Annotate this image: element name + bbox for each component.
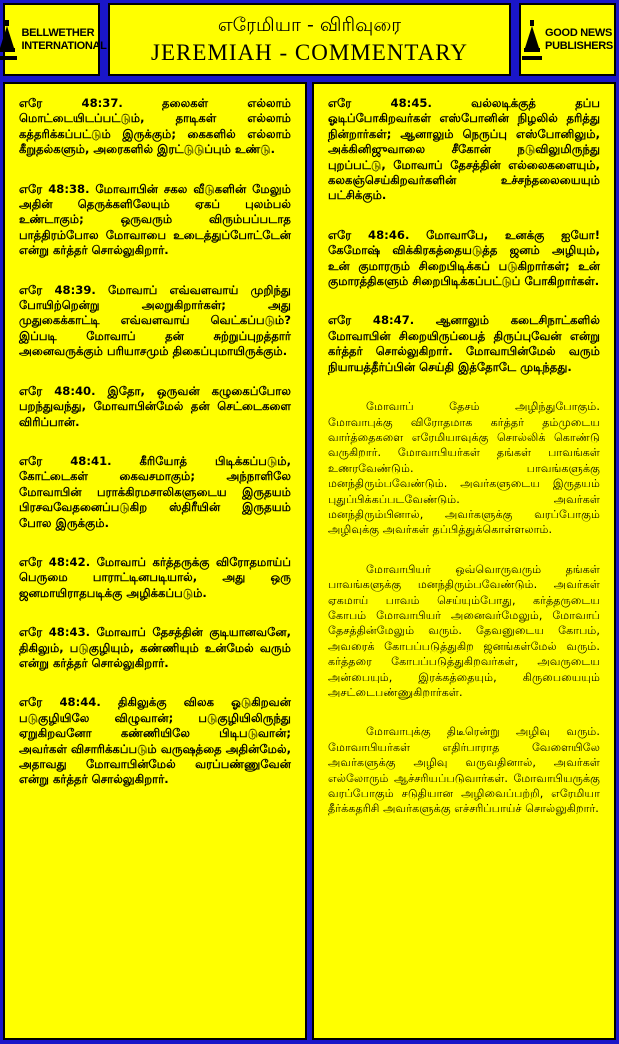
title-box	[108, 3, 511, 76]
header	[3, 3, 616, 76]
verse-48-45: எரே 48:45. வல்லடிக்குத் தப்ப ஓடிப்போகிறவர்கள் எஸ்போனின் நிழலில் தரித்து நின்றார்கள்; ஆனாலும் நெருப்பு எஸ்போனிலும், அக்கினிஜுவாலை சீகோன் நடுவிலுமிருந்து புறப்பட்டு, மோவாப் தேசத்தின் எல்லைகளையும், கலகஞ்செய்கிறவர்களின் உச்சந்தலையையும் பட்சிக்கும்.	[328, 96, 600, 203]
bell-tower-icon	[0, 18, 18, 62]
commentary-paragraph: மோவாபியர் ஒவ்வொருவரும் தங்கள் பாவங்களுக்கு மனந்திரும்பவேண்டும். அவர்கள் ஏகமாய் பாவம் செய்யும்போது, கர்த்தருடைய கோபம் மோவாபியர் அனைவர்மேலும், மோவாப் தேசத்தின்மேலும் வரும். தேவனுடைய கோபம், அவரைக் கோபப்படுத்துகிற ஜனங்கள்மேல் வரும். கர்த்தரை கோபப்படுத்துகிறவர்கள், அவருடைய அன்பையும், இரக்கத்தையும், கிருபையையும் அசட்டைபண்ணுகிறார்கள்.	[328, 562, 600, 699]
verse-48-41: எரே 48:41. கீரியோத் பிடிக்கப்படும், கோட்டைகள் கைவசமாகும்; அந்நாளிலே மோவாபின் பராக்கிரமசாலிகளுடைய இருதயம் பிரசவவேதனைப்படுகிற ஸ்திரீயின் இருதயம் போல இருக்கும்.	[19, 453, 291, 530]
verse-48-44: எரே 48:44. திகிலுக்கு விலக ஓடுகிறவன் படுகுழியிலே விழுவான்; படுகுழியிலிருந்து ஏறுகிறவனோ கண்ணியிலே பிடிபடுவான்; அவர்கள் விசாரிக்கப்படும் வருஷத்தை அதின்மேல், அதாவது மோவாபின்மேல் வரப்பண்ணுவேன் என்று கர்த்தர் சொல்லுகிறார்.	[19, 695, 291, 787]
verse-48-40: எரே 48:40. இதோ, ஒருவன் கழுகைப்போல பறந்துவந்து, மோவாபின்மேல் தன் செட்டைகளை விரிப்பான்.	[19, 383, 291, 429]
bellwether-logo	[3, 3, 107, 76]
logo-line1: BELLWETHER	[21, 26, 95, 39]
good-news-logo	[519, 3, 616, 76]
verse-48-37: எரே 48:37. தலைகள் எல்லாம் மொட்டையிடப்பட்டும், தாடிகள் எல்லாம் கத்தரிக்கப்பட்டும் இருக்கும்; கைகளில் எல்லாம் கீறுதல்களும், அரைகளில் இரட்டுடுப்பும் உண்டு.	[19, 96, 291, 157]
title-english: JEREMIAH - COMMENTARY	[151, 39, 468, 65]
bell-tower-icon	[522, 18, 542, 62]
commentary-paragraph: மோவாபுக்கு திடீரென்று அழிவு வரும். மோவாபியர்கள் எதிர்பாராத வேளையிலே அவர்களுக்கு அழிவு வருவதினால், அவர்கள் எல்லோரும் ஆச்சரியப்படுவார்கள். மோவாபியருக்கு வரப்போகும் சடுதியான அழிவைப்பற்றி, எரேமியா தீர்க்கதரிசி அவர்களுக்கு எச்சரிப்பாய்ச் சொல்லுகிறார்.	[328, 725, 600, 816]
logo-line2: INTERNATIONAL	[21, 39, 107, 52]
verse-48-42: எரே 48:42. மோவாப் கர்த்தருக்கு விரோதமாய்ப் பெருமை பாராட்டினபடியால், அது ஒரு ஜனமாயிராதபடிக்கு அழிக்கப்படும்.	[19, 554, 291, 600]
verse-48-46: எரே 48:46. மோவாபே, உனக்கு ஐயோ! கேமோஷ் விக்கிரகத்தையடுத்த ஜனம் அழியும், உன் குமாரரும் சிறைபிடிக்கப் படுகிறார்கள்; உன் குமாரத்திகளும் சிறைபிடிக்கப்பட்டுப் போகிறார்கள்.	[328, 227, 600, 289]
right-column	[312, 82, 616, 1040]
commentary-paragraph: மோவாப் தேசம் அழிந்துபோகும். மோவாபுக்கு விரோதமாக கர்த்தர் தம்முடைய வார்த்தைகளை எரேமியாவுக்கு சொல்லிக் கொண்டு வருகிறார். மோவாபியர்கள் தங்கள் பாவங்கள் உணரவேண்டும். பாவங்களுக்கு மனந்திரும்பவேண்டும். அவர்களுடைய இருதயம் புதுப்பிக்கப்படவேண்டும். அவர்கள் மனந்திரும்பினால், அவர்களுக்கு வரப்போகும் அழிவுக்கு அவர்கள் தப்பித்துக்கொள்ளலாம்.	[328, 400, 600, 537]
verse-48-47: எரே 48:47. ஆனாலும் கடைசிநாட்களில் மோவாபின் சிறையிருப்பைத் திருப்புவேன் என்று கர்த்தர் சொல்லுகிறார். மோவாபின்மேல் வரும் நியாயத்தீர்ப்பின் செய்தி இத்தோடே முடிந்தது.	[328, 313, 600, 374]
verse-48-43: எரே 48:43. மோவாப் தேசத்தின் குடியானவனே, திகிலும், படுகுழியும், கண்ணியும் உன்மேல் வரும் என்று கர்த்தர் சொல்லுகிறார்.	[19, 625, 291, 670]
title-tamil: எரேமியா - விரிவுரை	[217, 13, 402, 36]
logo-line2: PUBLISHERS	[545, 39, 613, 52]
verse-48-39: எரே 48:39. மோவாப் எவ்வளவாய் முறிந்து போயிற்றென்று அலறுகிறார்கள்; அது முதுகைக்காட்டி எவ்வளவாய் வெட்கப்படும்? இப்படி மோவாப் தன் சுற்றுப்புறத்தார் அனைவருக்கும் பரியாசமும் திகைப்புமாயிருக்கும்.	[19, 282, 291, 359]
left-column	[3, 82, 307, 1040]
logo-line1: GOOD NEWS	[545, 26, 613, 39]
verse-48-38: எரே 48:38. மோவாபின் சகல வீடுகளின் மேலும் அதின் தெருக்களிலேயும் ஏகப் புலம்பல் உண்டாகும்; ஒருவரும் விரும்பப்படாத பாத்திரம்போல மோவாபை உடைத்துப்போட்டேன் என்று கர்த்தர் சொல்லுகிறார்.	[19, 181, 291, 258]
